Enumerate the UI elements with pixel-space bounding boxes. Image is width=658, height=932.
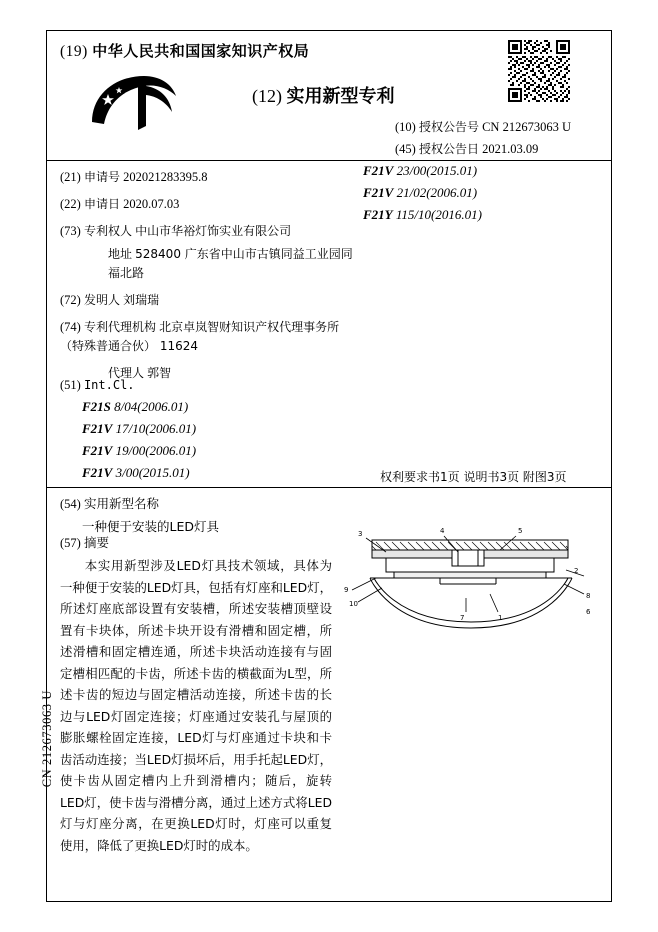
patent-figure <box>340 520 602 680</box>
agent-value: 郭智 <box>147 366 172 380</box>
figure-label: 3 <box>358 530 363 538</box>
ipc-class: F21V <box>363 185 394 200</box>
pub-date-value: 2021.03.09 <box>482 142 539 156</box>
figure-label: 9 <box>344 586 349 594</box>
ipc-group: 8/04 <box>114 399 138 414</box>
abstract-header <box>60 533 332 551</box>
header-divider <box>46 160 612 161</box>
ipc-class: F21Y <box>363 207 393 222</box>
code-74: (74) <box>60 320 81 334</box>
code-21: (21) <box>60 170 81 184</box>
office-line <box>60 40 309 61</box>
address-row <box>60 245 360 283</box>
figure-label: 4 <box>440 527 445 535</box>
side-publication-id: CN 212673063 U <box>40 690 54 788</box>
ipc-version: (2006.01) <box>145 421 197 436</box>
pub-date-label: 授权公告日 <box>418 142 479 156</box>
application-date-row <box>60 195 360 214</box>
ipc-group: 3/00 <box>115 465 139 480</box>
code-12: (12) <box>252 86 282 106</box>
agency-label: 专利代理机构 <box>83 320 156 334</box>
code-19: (19) <box>60 43 88 60</box>
ipc-version: (2015.01) <box>426 163 478 178</box>
application-number-label: 申请号 <box>83 170 120 184</box>
abstract-divider <box>46 487 612 488</box>
figure-label: 8 <box>586 592 591 600</box>
inventor-label: 发明人 <box>83 293 120 307</box>
patentee-value: 中山市华裕灯饰实业有限公司 <box>135 224 292 238</box>
invention-title: 一种便于安装的LED灯具 <box>82 519 219 534</box>
doc-type-line <box>252 82 395 108</box>
application-number-value: 202021283395.8 <box>123 170 208 184</box>
agency-value: 北京卓岚智财知识产权代理事务所（特殊普通合伙） 11624 <box>60 320 340 353</box>
figure-label: 2 <box>574 567 579 575</box>
address-value: 528400 广东省中山市古镇同益工业园同福北路 <box>108 247 353 280</box>
agent-label: 代理人 <box>108 366 145 380</box>
int-cl-block <box>60 378 196 481</box>
code-73: (73) <box>60 224 81 238</box>
code-45: (45) <box>395 142 416 156</box>
pub-no-value: CN 212673063 U <box>482 120 571 134</box>
int-cl-label: Int.Cl. <box>83 378 135 392</box>
figure-label: 5 <box>518 527 523 535</box>
ipc-version: (2015.01) <box>138 465 190 480</box>
ipc-entry <box>363 160 482 182</box>
publication-date-line <box>395 140 538 157</box>
inventor-value: 刘瑞瑞 <box>123 293 160 307</box>
ipc-entry <box>363 204 482 226</box>
pub-no-label: 授权公告号 <box>418 120 479 134</box>
application-number-row <box>60 168 360 187</box>
utility-model-title-section <box>60 494 219 535</box>
application-date-value: 2020.07.03 <box>123 197 180 211</box>
cnipa-emblem-icon <box>86 72 182 134</box>
ipc-entry <box>60 465 196 481</box>
ipc-group: 115/10 <box>395 207 432 222</box>
inventor-row <box>60 291 360 310</box>
code-54: (54) <box>60 497 81 511</box>
ipc-group: 21/02 <box>396 185 427 200</box>
qr-code-icon <box>508 40 570 102</box>
publication-number-line <box>395 118 571 135</box>
code-57: (57) <box>60 536 81 550</box>
figure-label: 10 <box>349 600 358 608</box>
ipc-version: (2016.01) <box>431 207 482 222</box>
patentee-row <box>60 222 360 241</box>
pages-note: 权利要求书1页 说明书3页 附图3页 <box>380 470 567 484</box>
ipc-group: 17/10 <box>115 421 146 436</box>
address-label: 地址 <box>108 247 133 261</box>
ipc-class: F21S <box>82 399 111 414</box>
ipc-version: (2006.01) <box>426 185 478 200</box>
ipc-version: (2006.01) <box>145 443 197 458</box>
agency-row <box>60 318 360 356</box>
ipc-class: F21V <box>363 163 394 178</box>
bibliographic-data <box>60 168 360 391</box>
application-date-label: 申请日 <box>83 197 120 211</box>
ipc-class: F21V <box>82 465 113 480</box>
doc-type: 实用新型专利 <box>286 86 395 107</box>
abstract-text: 本实用新型涉及LED灯具技术领域，具体为一种便于安装的LED灯具，包括有灯座和LED灯，所述灯座底部设置有安装槽，所述安装槽顶壁设置有卡块体，所述卡块开设有滑槽和固定槽，所述滑槽和固定槽连通，所述卡块活动连接有与固定槽相匹配的卡齿，所述卡齿的横截面为L型，所述卡齿的短边与固定槽活动连接，所述卡齿的长边与LED灯固定连接；灯座通过安装孔与屋顶的膨胀螺栓固定连接，LED灯与灯座通过卡块和卡齿活动连接；当LED灯损坏后，用手托起LED灯，使卡齿从固定槽内上升到滑槽内；随后，旋转LED灯，使卡齿与滑槽分离，通过上述方式将LED灯与灯座分离，在更换LED灯时，灯座可以重复使用，降低了更换LED灯时的成本。 <box>60 558 332 853</box>
ipc-class: F21V <box>82 443 113 458</box>
int-cl-header <box>60 378 196 393</box>
figure-label: 1 <box>498 614 503 622</box>
office-name: 中华人民共和国国家知识产权局 <box>92 42 310 60</box>
ipc-entry <box>60 443 196 459</box>
ipc-class: F21V <box>82 421 113 436</box>
ipc-version: (2006.01) <box>137 399 189 414</box>
qr-code-svg <box>508 40 570 102</box>
figure-label: 6 <box>586 608 591 616</box>
code-72: (72) <box>60 293 81 307</box>
title-label: 实用新型名称 <box>83 496 159 511</box>
abstract-section <box>60 533 332 856</box>
abstract-label: 摘要 <box>83 535 109 550</box>
figure-svg <box>340 520 602 680</box>
emblem-svg <box>86 72 182 134</box>
ipc-entry <box>60 399 196 415</box>
ipc-group: 23/00 <box>396 163 427 178</box>
code-51: (51) <box>60 378 81 392</box>
ipc-entry <box>363 182 482 204</box>
ipc-group: 19/00 <box>115 443 146 458</box>
patentee-label: 专利权人 <box>83 224 132 238</box>
code-22: (22) <box>60 197 81 211</box>
code-10: (10) <box>395 120 416 134</box>
ipc-entry <box>60 421 196 437</box>
int-cl-continued <box>363 160 482 226</box>
figure-label: 7 <box>460 614 465 622</box>
